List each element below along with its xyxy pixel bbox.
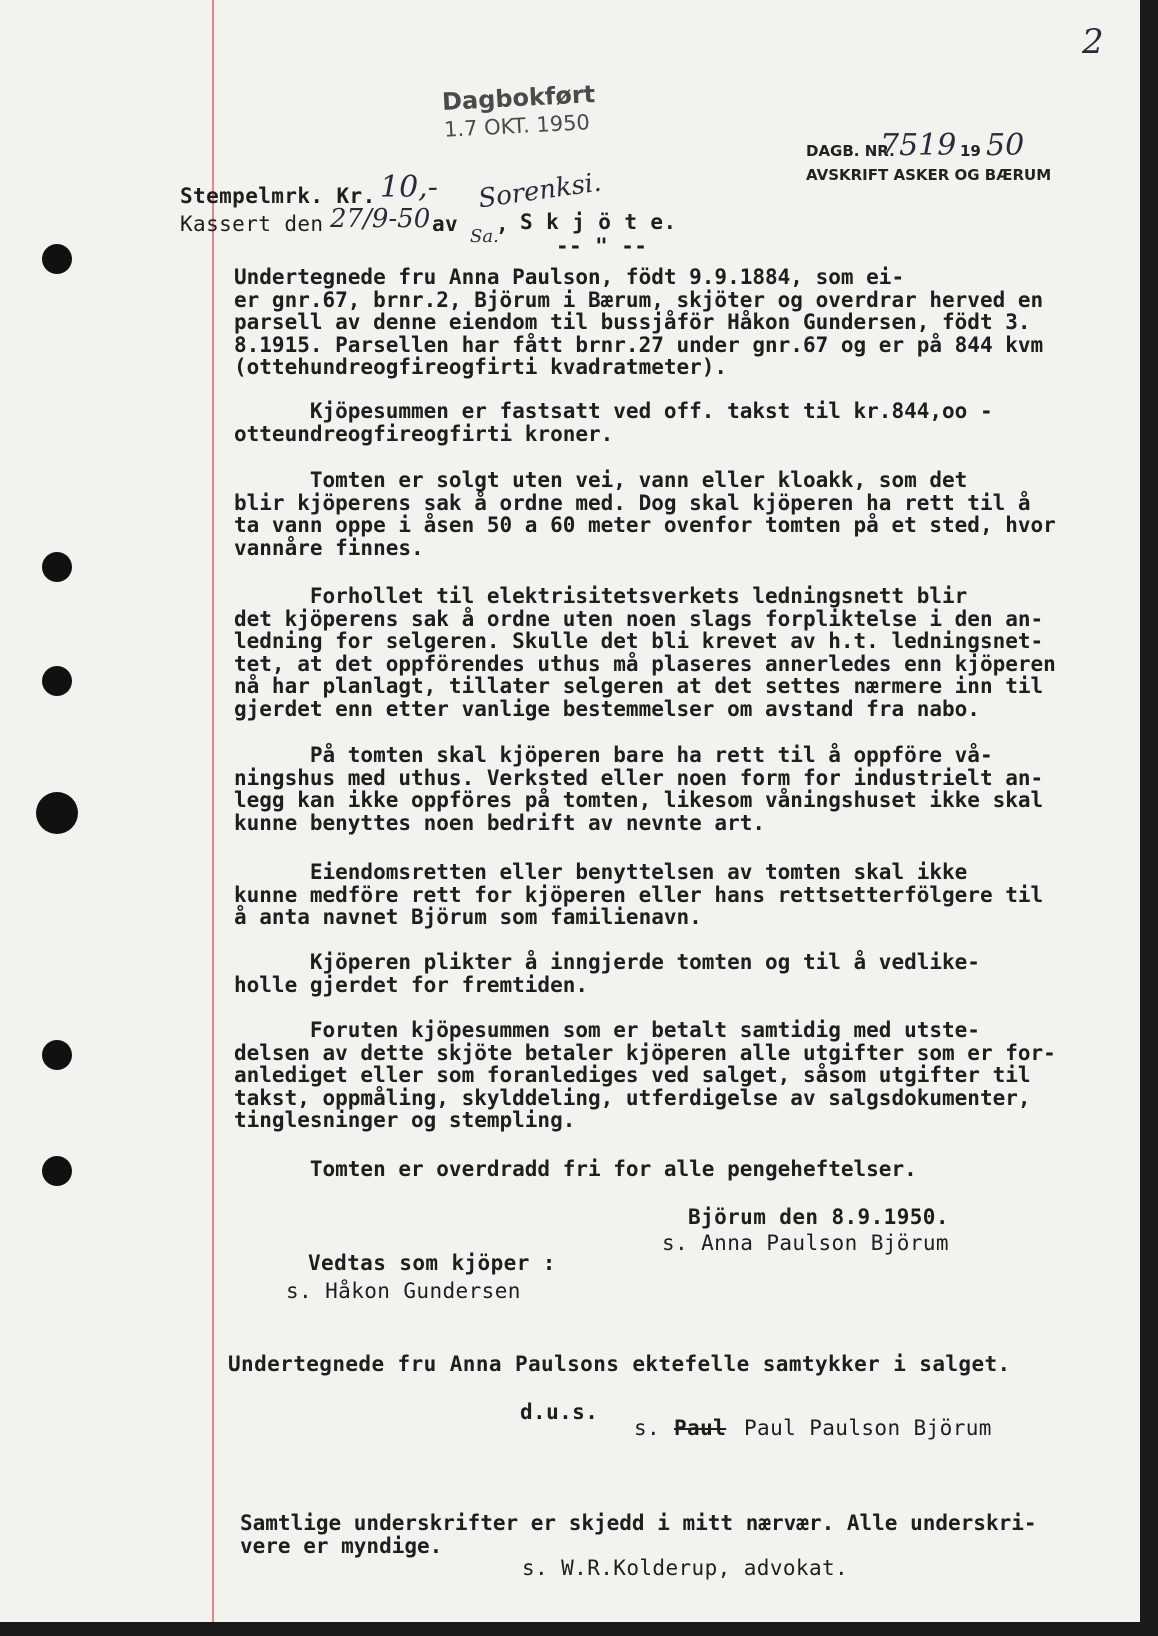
paragraph-utilities: Tomten er solgt uten vei, vann eller kloakk, som det blir kjöperens sak å ordne med. Dog skal kjöperen ha rett til å ta vann oppe i åsen 50 a 60 meter ovenfor tomten på et sted, hvor vannåre finnes.	[234, 468, 1056, 560]
dagb-nr-year-prefix: 19	[960, 142, 981, 160]
dus-mark: d.u.s.	[520, 1400, 599, 1424]
witness-statement: Samtlige underskrifter er skjedd i mitt nærvær. Alle underskri- vere er myndige.	[240, 1511, 1037, 1558]
paragraph-intro: Undertegnede fru Anna Paulson, födt 9.9.1884, som ei- er gnr.67, brnr.2, Björum i Bærum, skjöter og overdrar herved en parsell av denne eiendom til bussjåför Håkon Gundersen, födt 3. 8.1915. Parsellen har fått brnr.27 under gnr.67 og er på 844 kvm (ottehundreogfireogfirti kvadratmeter).	[234, 265, 1044, 379]
stempel-amount: 10,-	[380, 170, 438, 205]
avskrift-stamp: AVSKRIFT ASKER OG BÆRUM	[806, 166, 1052, 184]
paragraph-fence: Kjöperen plikter å inngjerde tomten og til å vedlike- holle gjerdet for fremtiden.	[234, 950, 980, 997]
kassert-date: 27/9-50	[330, 204, 431, 234]
place-date: Björum den 8.9.1950.	[688, 1205, 949, 1229]
kassert-label: Kassert den	[180, 212, 324, 236]
dagbok-stamp-date: 1.7 OKT. 1950	[443, 110, 591, 142]
margin-rule	[212, 0, 214, 1622]
dagb-nr-label: DAGB. NR.	[806, 142, 895, 160]
dagb-nr-number: 7519	[880, 128, 957, 163]
spouse-signature-prefix: s.	[634, 1416, 661, 1440]
doc-title: S k j ö t e.	[520, 210, 677, 234]
spouse-signature: Paul Paulson Björum	[744, 1416, 992, 1440]
lawyer-signature: s. W.R.Kolderup, advokat.	[522, 1556, 849, 1580]
doc-title-ditto: -- " --	[556, 234, 648, 258]
paragraph-free: Tomten er overdradd fri for alle pengeheftelser.	[234, 1157, 917, 1181]
punch-hole	[36, 792, 78, 834]
paragraph-name: Eiendomsretten eller benyttelsen av tomten skal ikke kunne medföre rett for kjöperen eller hans rettsetterfölgere til å anta navnet Björum som familienavn.	[234, 860, 1044, 929]
page-number: 2	[1082, 22, 1104, 62]
paragraph-building: På tomten skal kjöperen bare ha rett til å oppföre vå- ningshus med uthus. Verksted eller noen form for industrielt an- legg kan ikke oppföres på tomten, likesom våningshuset ikke skal kunne benyttes noen bedrift av nevnte art.	[234, 743, 1044, 835]
sorenskriver-handnote: Sorenksi.	[476, 167, 604, 215]
stempel-label: Stempelmrk. Kr.	[180, 184, 376, 208]
punch-hole	[42, 552, 72, 582]
dagb-nr-year: 50	[986, 128, 1025, 163]
buyer-label: Vedtas som kjöper :	[308, 1251, 556, 1275]
paragraph-costs: Foruten kjöpesummen som er betalt samtidig med utste- delsen av dette skjöte betaler kjöperen alle utgifter som er for- anlediget eller som foranlediges ved salget, såsom utgifter til takst, oppmåling, skylddeling, utferdigelse av salgsdokumenter, tinglesninger og stempling.	[234, 1018, 1056, 1132]
kassert-initials: Sa.	[470, 226, 499, 247]
punch-hole	[42, 666, 72, 696]
punch-hole	[42, 1156, 72, 1186]
kassert-by: av	[432, 212, 459, 236]
buyer-signature: s. Håkon Gundersen	[286, 1279, 521, 1303]
paragraph-price: Kjöpesummen er fastsatt ved off. takst til kr.844,oo - otteundreogfireogfirti kroner.	[234, 399, 993, 446]
punch-hole	[42, 244, 72, 274]
seller-signature: s. Anna Paulson Björum	[662, 1231, 949, 1255]
punch-hole	[42, 1040, 72, 1070]
spouse-signature-struck: Paul	[674, 1416, 727, 1440]
paragraph-electricity: Forhollet til elektrisitetsverkets ledningsnett blir det kjöperens sak å ordne uten noen slags forpliktelse i den an- ledning for selgeren. Skulle det bli krevet av h.t. ledningsnet- tet, at det oppförendes uthus må plaseres annerledes enn kjöperen nå har planlagt, tillater selgeren at det settes nærmere inn til gjerdet enn etter vanlige bestemmelser om avstand fra nabo.	[234, 584, 1056, 721]
dagbok-stamp-title: Dagbokført	[441, 80, 596, 116]
consent-line: Undertegnede fru Anna Paulsons ektefelle samtykker i salget.	[228, 1352, 1011, 1376]
kassert-comma: ,	[496, 212, 510, 236]
